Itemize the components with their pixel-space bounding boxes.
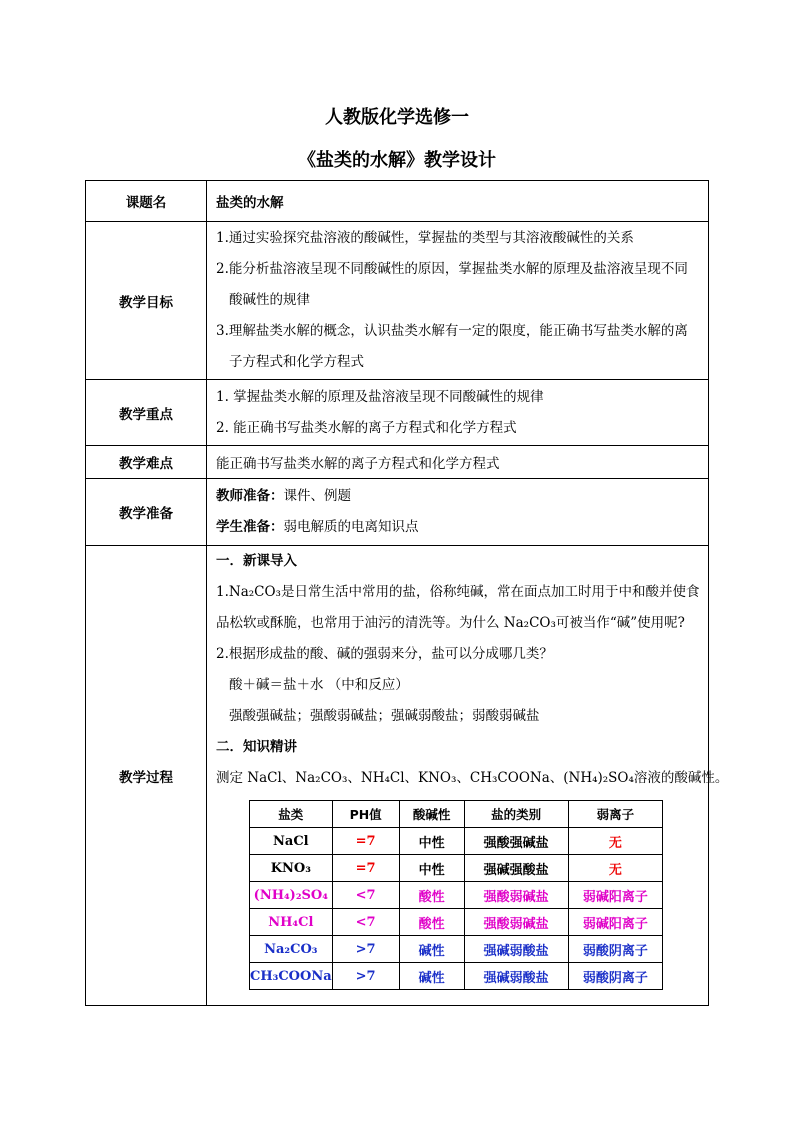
salt-header-ph: PH值 bbox=[332, 801, 399, 828]
salt-name: (NH₄)₂SO₄ bbox=[250, 882, 333, 909]
salt-category: 强酸弱碱盐 bbox=[464, 882, 568, 909]
salt-table-row bbox=[250, 882, 663, 909]
salt-header-category: 盐的类别 bbox=[464, 801, 568, 828]
salt-category: 强碱弱酸盐 bbox=[464, 936, 568, 963]
goal-item-2-cont: 酸碱性的规律 bbox=[229, 292, 310, 308]
goals-row bbox=[86, 222, 709, 380]
topic-value: 盐类的水解 bbox=[207, 181, 709, 222]
goal-item-3-cont: 子方程式和化学方程式 bbox=[229, 354, 364, 370]
salt-ph: <7 bbox=[332, 909, 399, 936]
salt-ph: >7 bbox=[332, 963, 399, 990]
salt-name: KNO₃ bbox=[250, 855, 333, 882]
teacher-prep-label: 教师准备： bbox=[216, 488, 284, 504]
salt-category: 强酸强碱盐 bbox=[464, 828, 568, 855]
salt-ion: 弱酸阴离子 bbox=[568, 963, 662, 990]
process-para-2: 2.根据形成盐的酸、碱的强弱来分，盐可以分成哪几类？ bbox=[216, 646, 553, 662]
salt-category: 强碱弱酸盐 bbox=[464, 963, 568, 990]
key-item-1: 1. 掌握盐类水解的原理及盐溶液呈现不同酸碱性的规律 bbox=[216, 388, 544, 405]
salt-category: 强碱强酸盐 bbox=[464, 855, 568, 882]
salt-ph: =7 bbox=[332, 855, 399, 882]
process-para-5: 测定 NaCl、Na₂CO₃、NH₄Cl、KNO₃、CH₃COONa、(NH₄)₂SO₄溶液的酸碱性。 bbox=[216, 770, 729, 786]
goals-content bbox=[207, 222, 709, 380]
prep-label: 教学准备 bbox=[86, 479, 207, 546]
student-prep-value: 弱电解质的电离知识点 bbox=[283, 519, 419, 535]
salt-nature: 酸性 bbox=[399, 882, 464, 909]
salt-name: NH₄Cl bbox=[250, 909, 333, 936]
salt-name: CH₃COONa bbox=[250, 963, 333, 990]
goals-label: 教学目标 bbox=[86, 222, 207, 380]
salt-ion: 弱酸阴离子 bbox=[568, 936, 662, 963]
process-content bbox=[207, 546, 729, 1006]
salt-nature: 中性 bbox=[399, 828, 464, 855]
salt-nature: 碱性 bbox=[399, 936, 464, 963]
salt-category: 强酸弱碱盐 bbox=[464, 909, 568, 936]
key-content bbox=[207, 380, 709, 446]
key-item-2: 2. 能正确书写盐类水解的离子方程式和化学方程式 bbox=[216, 419, 517, 436]
salt-nature: 碱性 bbox=[399, 963, 464, 990]
salt-header-salt: 盐类 bbox=[250, 801, 333, 828]
salt-table-row bbox=[250, 936, 663, 963]
salt-table-body bbox=[250, 828, 663, 990]
salt-ph: >7 bbox=[332, 936, 399, 963]
salt-header-nature: 酸碱性 bbox=[399, 801, 464, 828]
salt-ph: <7 bbox=[332, 882, 399, 909]
salt-ion: 无 bbox=[568, 855, 662, 882]
topic-row bbox=[86, 181, 709, 222]
salt-table-row bbox=[250, 963, 663, 990]
salt-table-row bbox=[250, 828, 663, 855]
salt-table bbox=[249, 800, 663, 990]
process-para-3: 酸＋碱＝盐＋水 （中和反应） bbox=[229, 677, 409, 693]
prep-content bbox=[207, 479, 709, 546]
teacher-prep-value: 课件、例题 bbox=[283, 488, 351, 504]
student-prep-label: 学生准备： bbox=[216, 519, 284, 535]
process-para-1a: 1.Na₂CO₃是日常生活中常用的盐，俗称纯碱，常在面点加工时用于中和酸并使食 bbox=[216, 584, 700, 600]
difficulty-label: 教学难点 bbox=[86, 446, 207, 479]
key-label: 教学重点 bbox=[86, 380, 207, 446]
salt-table-header bbox=[250, 801, 663, 828]
salt-name: Na₂CO₃ bbox=[250, 936, 333, 963]
goal-item-3: 3.理解盐类水解的概念，认识盐类水解有一定的限度，能正确书写盐类水解的离 bbox=[216, 323, 688, 339]
goal-item-1: 1.通过实验探究盐溶液的酸碱性，掌握盐的类型与其溶液酸碱性的关系 bbox=[216, 230, 634, 246]
section-heading-1: 一．新课导入 bbox=[216, 553, 297, 569]
salt-nature: 酸性 bbox=[399, 909, 464, 936]
salt-table-row bbox=[250, 909, 663, 936]
salt-ion: 弱碱阳离子 bbox=[568, 909, 662, 936]
salt-table-row bbox=[250, 855, 663, 882]
salt-nature: 中性 bbox=[399, 855, 464, 882]
prep-row bbox=[86, 479, 709, 546]
difficulty-value: 能正确书写盐类水解的离子方程式和化学方程式 bbox=[207, 446, 709, 479]
key-row bbox=[86, 380, 709, 446]
process-para-1b: 品松软或酥脆，也常用于油污的清洗等。为什么 Na₂CO₃可被当作“碱”使用呢? bbox=[216, 615, 685, 631]
difficulty-row bbox=[86, 446, 709, 479]
section-heading-2: 二．知识精讲 bbox=[216, 739, 297, 755]
lesson-plan-table bbox=[85, 180, 729, 1006]
process-row bbox=[86, 546, 709, 1006]
salt-header-ion: 弱离子 bbox=[568, 801, 662, 828]
process-label: 教学过程 bbox=[86, 546, 207, 1006]
salt-ph: =7 bbox=[332, 828, 399, 855]
goal-item-2: 2.能分析盐溶液呈现不同酸碱性的原因，掌握盐类水解的原理及盐溶液呈现不同 bbox=[216, 261, 688, 277]
document-title: 人教版化学选修一 bbox=[325, 107, 469, 128]
salt-name: NaCl bbox=[250, 828, 333, 855]
salt-ion: 无 bbox=[568, 828, 662, 855]
salt-ion: 弱碱阳离子 bbox=[568, 882, 662, 909]
document-subtitle: 《盐类的水解》教学设计 bbox=[298, 150, 496, 171]
process-para-4: 强酸强碱盐；强酸弱碱盐；强碱弱酸盐；弱酸弱碱盐 bbox=[229, 708, 540, 724]
topic-label: 课题名 bbox=[86, 181, 207, 222]
